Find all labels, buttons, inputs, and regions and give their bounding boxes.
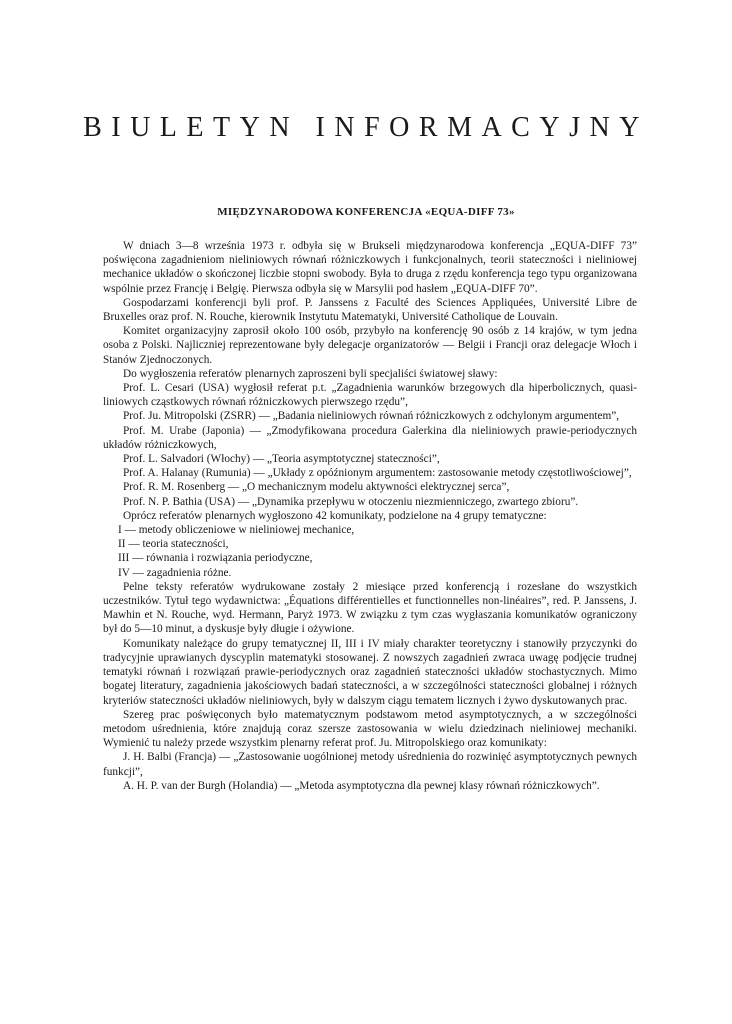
topic-group-item: I — metody obliczeniowe w nieliniowej mechanice, (118, 524, 355, 537)
lecture-item: Prof. L. Salvadori (Włochy) — „Teoria asymptotycznej stateczności”, (123, 453, 440, 466)
lecture-item: Prof. M. Urabe (Japonia) — „Zmodyfikowana procedura Galerkina dla nieliniowych prawie-periodycznych układów różniczkowych, (103, 424, 637, 451)
paragraph: Do wygłoszenia referatów plenarnych zaproszeni byli specjaliści światowej sławy: (123, 367, 498, 380)
paragraph: Komunikaty należące do grupy tematycznej II, III i IV miały charakter teoretyczny i stanowiły przyczynki do tradycyjnie uprawianych dyscyplin matematyki stosowanej. Z nowszych zagadnień zwraca uwagę podjęcie trudnej tematyki równań i rozwiązań prawie-periodycznych oraz zagadnień stateczności układów stochastycznych. Mimo bogatej literatury, zagadnienia jakościowych badań stateczności, a w szczególności stateczności globalnej i różnych kryteriów stateczności układów nieliniowych, były w dalszym ciągu tematem licznych i żywo dyskutowanych prac. (103, 637, 637, 707)
lecture-item: Prof. N. P. Bathia (USA) — „Dynamika przepływu w otoczeniu niezmienniczego, zwartego zbioru”. (123, 495, 579, 508)
lecture-item: Prof. A. Halanay (Rumunia) — „Układy z opóźnionym argumentem: zastosowanie metody częstotliwościowej”, (123, 467, 632, 480)
communication-item: J. H. Balbi (Francja) — „Zastosowanie uogólnionej metody uśrednienia do rozwinięć asymptotycznych pewnych funkcji”, (103, 751, 637, 778)
paragraph: Komitet organizacyjny zaprosił około 100 osób, przybyło na konferencję 90 osób z 14 krajów, w tym jedna osoba z Polski. Najliczniej reprezentowane były delegacje organizatorów — Belgii i Francji oraz delegacje Włoch i Stanów Zjednoczonych. (103, 325, 637, 366)
paragraph: Oprócz referatów plenarnych wygłoszono 42 komunikaty, podzielone na 4 grupy tematyczne: (123, 509, 547, 522)
topic-group-item: III — równania i rozwiązania periodyczne, (118, 552, 313, 565)
paragraph: Pelne teksty referatów wydrukowane zostały 2 miesiące przed konferencją i rozesłane do wszystkich uczestników. Tytuł tego wydawnictwa: „Équations différentielles et functionnelles non-linéaires”, red. P. Janssens, J. Mawhin et N. Rouche, wyd. Hermann, Paryż 1973. W związku z tym czas wygłaszania komunikatów ograniczony był do 5—10 minut, a dyskusje były długie i ożywione. (103, 580, 637, 636)
paragraph: W dniach 3—8 września 1973 r. odbyła się w Brukseli międzynarodowa konferencja „EQUA-DIFF 73” poświęcona zagadnieniom nieliniowych równań różniczkowych i funkcjonalnych, teorii stateczności i nieliniowej mechanice układów o skończonej liczbie stopni swobody. Była to druga z rzędu konferencja tego typu organizowana wspólnie przez Francję i Belgię. Pierwsza odbyła się w Marsylii pod hasłem „EQUA-DIFF 70”. (103, 240, 637, 295)
bulletin-title: BIULETYN INFORMACYJNY (83, 112, 649, 143)
lecture-item: Prof. R. M. Rosenberg — „O mechanicznym modelu aktywności elektrycznej serca”, (123, 481, 510, 494)
topic-group-item: IV — zagadnienia różne. (118, 566, 232, 579)
lecture-item: Prof. Ju. Mitropolski (ZSRR) — „Badania nieliniowych równań różniczkowych z odchylonym argumentem”, (123, 410, 620, 423)
paragraph: Szereg prac poświęconych było matematycznym podstawom metod asymptotycznych, a w szczególności metodom uśrednienia, które znajdują coraz szersze zastosowania w wielu dziedzinach nieliniowej mechaniki. Wymienić tu należy przede wszystkim plenarny referat prof. Ju. Mitropolskiego oraz komunikaty: (103, 708, 637, 750)
topic-group-item: II — teoria stateczności, (118, 538, 229, 551)
paragraph: Gospodarzami konferencji byli prof. P. Janssens z Faculté des Sciences Appliquées, Université Libre de Bruxelles oraz prof. N. Rouche, kierownik Instytutu Matematyki, Université Catholique de Louvain. (103, 296, 637, 324)
lecture-item: Prof. L. Cesari (USA) wygłosił referat p.t. „Zagadnienia warunków brzegowych dla hiperbolicznych, quasi-liniowych cząstkowych równań różniczkowych pierwszego rzędu”, (103, 382, 637, 409)
article-heading: MIĘDZYNARODOWA KONFERENCJA «EQUA-DIFF 73» (217, 206, 515, 218)
article-body (103, 239, 637, 793)
communication-item: A. H. P. van der Burgh (Holandia) — „Metoda asymptotyczna dla pewnej klasy równań różniczkowych”. (123, 779, 600, 792)
